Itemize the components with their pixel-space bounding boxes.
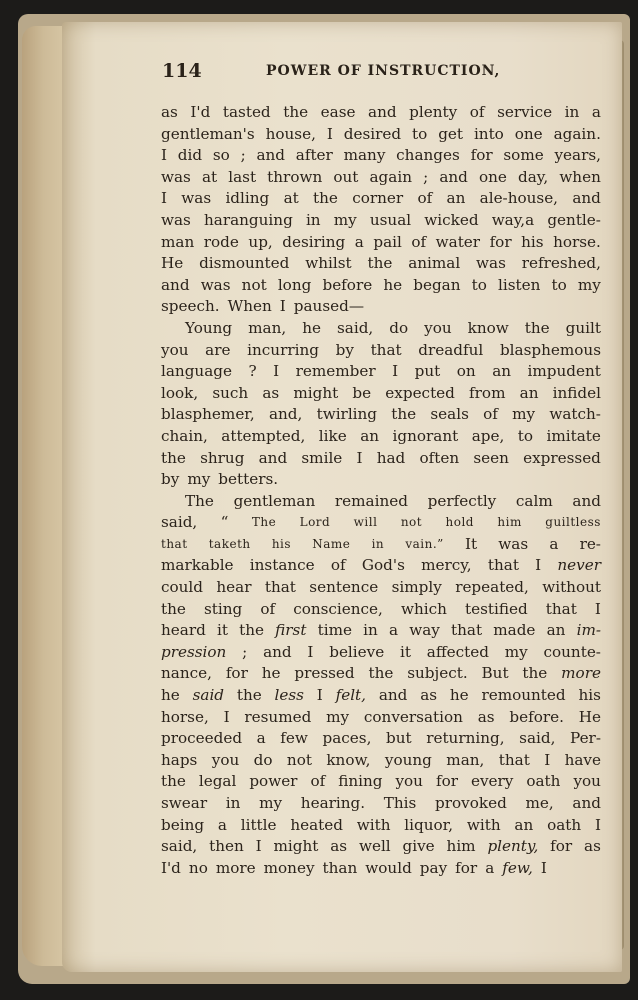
text-line: the shrug and smile I had often seen expressed — [161, 448, 601, 467]
text-line: gentleman's house, I desired to get into one again. — [161, 124, 601, 143]
text-line: as I'd tasted the ease and plenty of service in a — [161, 103, 601, 121]
text-line: man rode up, desiring a pail of water for his horse. — [161, 232, 601, 251]
body-text — [161, 102, 601, 879]
page-number: 114 — [162, 60, 202, 82]
text-line: the legal power of fining you for every oath you — [161, 772, 601, 791]
text-line: being a little heated with liquor, with an oath I — [161, 815, 601, 834]
text-line: said, then I might as well give him plenty, for as — [161, 837, 601, 856]
text-line: by my betters. — [161, 470, 279, 489]
text-line: was haranguing in my usual wicked way,a gentle- — [161, 210, 601, 229]
text-line: swear in my hearing. This provoked me, and — [161, 794, 601, 812]
text-line: he said the less I felt, and as he remounted his — [161, 686, 601, 705]
text-line: that taketh his Name in vain.” It was a re- — [161, 534, 601, 553]
text-line: Young man, he said, do you know the guilt — [185, 318, 601, 337]
text-line: pression ; and I believe it affected my counte- — [161, 642, 601, 661]
text-line: said, “ The Lord will not hold him guiltless — [161, 513, 601, 532]
text-line: speech. When I paused— — [161, 297, 365, 316]
text-line: markable instance of God's mercy, that I never — [161, 556, 601, 575]
text-line: proceeded a few paces, but returning, said, Per- — [161, 729, 601, 748]
text-line: I did so ; and after many changes for some years, — [161, 146, 601, 165]
text-line: the sting of conscience, which testified that I — [161, 599, 601, 618]
text-line: you are incurring by that dreadful blasphemous — [161, 340, 601, 359]
text-line: could hear that sentence simply repeated, without — [161, 578, 601, 597]
text-line: haps you do not know, young man, that I have — [161, 750, 601, 769]
text-line: I was idling at the corner of an ale-house, and — [161, 189, 601, 208]
text-line: language ? I remember I put on an impudent — [161, 362, 601, 381]
text-line: I'd no more money than would pay for a few, I — [161, 858, 547, 877]
text-line: nance, for he pressed the subject. But the more — [161, 664, 601, 683]
page-header — [162, 60, 602, 86]
running-title: POWER OF INSTRUCTION, — [266, 63, 501, 79]
text-line: He dismounted whilst the animal was refreshed, — [161, 254, 601, 273]
text-line: blasphemer, and, twirling the seals of my watch- — [161, 405, 601, 424]
text-line: look, such as might be expected from an infidel — [161, 383, 601, 402]
text-line: and was not long before he began to listen to my — [161, 275, 601, 294]
text-line: horse, I resumed my conversation as before. He — [161, 707, 601, 726]
text-line: The gentleman remained perfectly calm and — [185, 491, 601, 510]
text-line: was at last thrown out again ; and one day, when — [161, 167, 601, 186]
text-line: heard it the first time in a way that made an im- — [161, 621, 601, 640]
text-line: chain, attempted, like an ignorant ape, to imitate — [161, 426, 601, 445]
